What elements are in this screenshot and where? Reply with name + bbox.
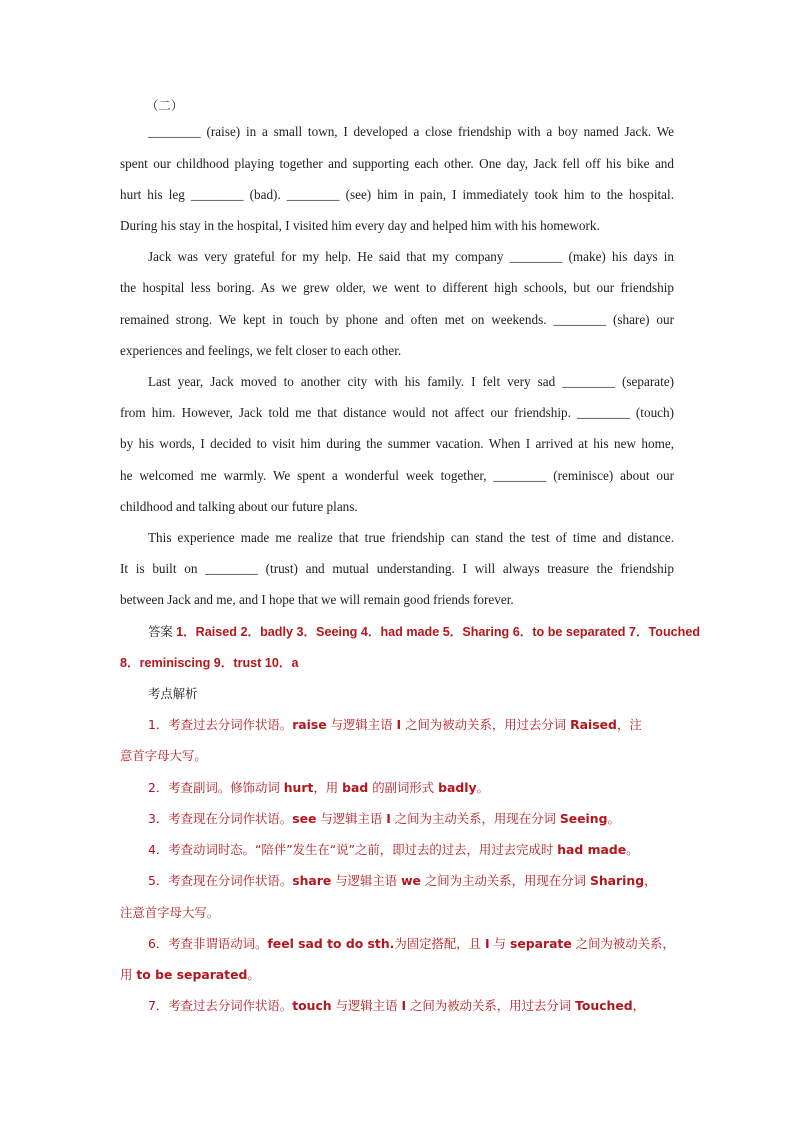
passage-line: between Jack and me, and I hope that we will remain good friends forever.: [120, 592, 514, 607]
passage-line: spent our childhood playing together and supporting each other. One day, Jack fell off his bike and: [120, 156, 674, 171]
passage-line: childhood and talking about our future plans.: [120, 499, 358, 514]
section-label: （二）: [146, 98, 184, 113]
answer-line: [120, 653, 674, 673]
explanation-line: 1．考查过去分词作状语。raise 与逻辑主语 I 之间为被动关系，用过去分词 Raised，注: [148, 717, 642, 732]
answer-label: 答案: [148, 624, 173, 639]
passage-line: It is built on ________ (trust) and mutual understanding. I will always treasure the friendship: [120, 561, 674, 576]
answer-list: 1．Raised 2．badly 3．Seeing 4．had made 5．Sharing 6．to be separated 7．Touched: [176, 625, 701, 639]
explanation-line: 用 to be separated。: [120, 967, 260, 982]
explanation-line: 3．考查现在分词作状语。see 与逻辑主语 I 之间为主动关系，用现在分词 Seeing。: [148, 811, 620, 826]
passage-line: experiences and feelings, we felt closer to each other.: [120, 343, 402, 358]
passage-line: remained strong. We kept in touch by phone and often met on weekends. ________ (share) our: [120, 312, 674, 327]
passage-line: During his stay in the hospital, I visited him every day and helped him with his homework.: [120, 218, 600, 233]
explanation-line: 6．考查非谓语动词。feel sad to do sth.为固定搭配，且 I 与 separate 之间为被动关系，: [148, 936, 675, 951]
passage-line: ________ (raise) in a small town, I developed a close friendship with a boy named Jack. We: [148, 124, 674, 139]
passage-line: hurt his leg ________ (bad). ________ (see) him in pain, I immediately took him to the hospital.: [120, 187, 674, 202]
explanation-line: 5．考查现在分词作状语。share 与逻辑主语 we 之间为主动关系，用现在分词 Sharing，: [148, 873, 657, 888]
passage-line: This experience made me realize that true friendship can stand the test of time and distance.: [148, 530, 674, 545]
passage-line: he welcomed me warmly. We spent a wonderful week together, ________ (reminisce) about our: [120, 468, 674, 483]
explanation-line: 注意首字母大写。: [120, 905, 220, 920]
explanation-line: 4．考查动词时态。“陪伴”发生在“说”之前，即过去的过去，用过去完成时 had made。: [148, 842, 639, 857]
answer-line: [148, 622, 701, 642]
explanation-line: 意首字母大写。: [120, 748, 207, 763]
passage-line: Jack was very grateful for my help. He said that my company ________ (make) his days in: [148, 249, 674, 264]
answer-list: 8．reminiscing 9．trust 10．a: [120, 656, 299, 670]
passage-line: from him. However, Jack told me that distance would not affect our friendship. ________ (touch): [120, 405, 674, 420]
explanation-line: 7．考查过去分词作状语。touch 与逻辑主语 I 之间为被动关系，用过去分词 Touched，: [148, 998, 646, 1013]
passage-line: the hospital less boring. As we grew older, we went to different high schools, but our friendship: [120, 280, 674, 295]
explanation-line: 2．考查副词。修饰动词 hurt，用 bad 的副词形式 badly。: [148, 780, 489, 795]
passage-line: Last year, Jack moved to another city with his family. I felt very sad ________ (separate): [148, 374, 674, 389]
passage-line: by his words, I decided to visit him during the summer vacation. When I arrived at his new home,: [120, 436, 674, 451]
analysis-title: 考点解析: [148, 686, 198, 701]
